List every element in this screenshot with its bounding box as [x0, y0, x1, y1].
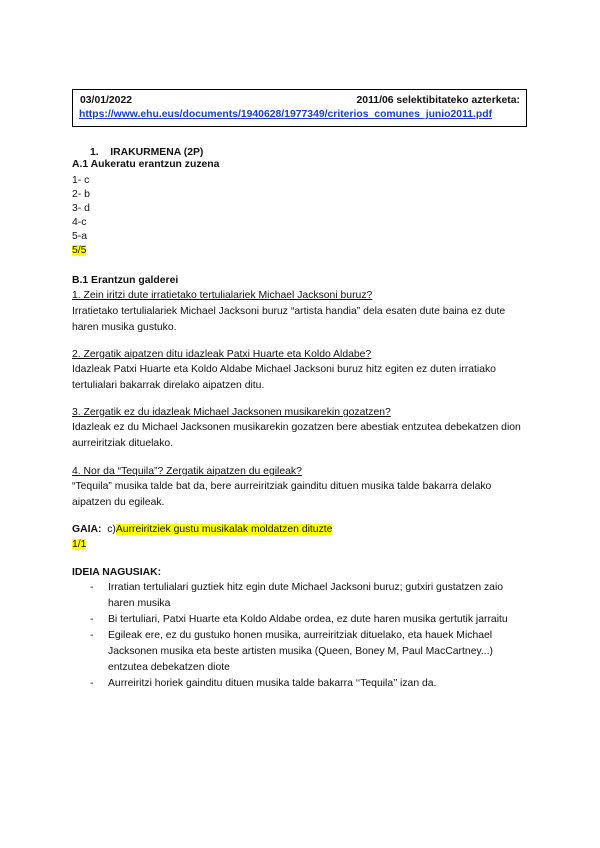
list-item: [72, 580, 532, 612]
gaia-line: [72, 524, 332, 535]
answer-2: 2- b: [72, 189, 90, 200]
question-2: 2. Zergatik aipatzen ditu idazleak Patxi Huarte eta Koldo Aldabe?: [72, 349, 372, 360]
bullet-dash: -: [90, 582, 94, 593]
section-heading: [90, 147, 203, 158]
list-item-text: Aurreiritzi horiek gainditu dituen musika talde bakarra ‘‘Tequila’’ izan da.: [108, 678, 437, 689]
question-4: 4. Nor da “Tequila”? Zergatik aipatzen du egileak?: [72, 466, 302, 477]
list-item-text: Bi tertuliari, Patxi Huarte eta Koldo Aldabe ordea, ez dute haren musika gertutik jarraitu: [108, 614, 508, 625]
header-title: 2011/06 selektibitateko azterketa:: [356, 95, 520, 106]
gaia-text: Aurreiritziek gustu musikalak moldatzen dituzte: [115, 524, 333, 535]
bullet-dash: -: [90, 678, 94, 689]
header-box: [72, 89, 527, 127]
gaia-score: 1/1: [72, 539, 87, 550]
gaia-option: c): [107, 524, 116, 535]
bullet-dash: -: [90, 614, 94, 625]
ideia-list: [72, 580, 532, 692]
answer-1: 1- c: [72, 175, 90, 186]
answer-text-3: Idazleak ez du Michael Jacksonen musikarekin gozatzen bere abestiak entzutea debekatzen dion aurreiritziak dituelako.: [72, 422, 521, 449]
source-link[interactable]: https://www.ehu.eus/documents/1940628/1977349/criterios_comunes_junio2011.pdf: [79, 109, 493, 120]
bullet-dash: -: [90, 630, 94, 641]
section-number: 1.: [90, 147, 99, 158]
b1-title: B.1 Erantzun galderei: [72, 275, 179, 286]
answer-3: 3- d: [72, 203, 90, 214]
list-item: [72, 612, 532, 628]
answer-4: 4-c: [72, 217, 87, 228]
answer-5: 5-a: [72, 231, 88, 242]
list-item: [72, 676, 532, 692]
a1-score: 5/5: [72, 245, 87, 256]
answer-text-4: “Tequila” musika talde bat da, bere aurreiritziak gainditu dituen musika talde bakarra delako aipatzen du egileak.: [72, 481, 492, 508]
a1-title: A.1 Aukeratu erantzun zuzena: [72, 159, 220, 170]
list-item: [72, 628, 532, 676]
answer-text-1: Irratietako tertulialariek Michael Jacksoni buruz “artista handia” dela esaten dute baina ez dute haren musika gustuko.: [72, 306, 506, 333]
header-date: 03/01/2022: [80, 95, 133, 106]
question-3: 3. Zergatik ez du idazleak Michael Jacksonen musikarekin gozatzen?: [72, 407, 391, 418]
ideia-title: IDEIA NAGUSIAK:: [72, 567, 162, 578]
list-item-text: Irratian tertulialari guztiek hitz egin dute Michael Jacksoni buruz; gutxiri gustatzen zaio haren musika: [108, 582, 504, 609]
question-1: 1. Zein iritzi dute irratietako tertulialariek Michael Jacksoni buruz?: [72, 290, 373, 301]
answer-text-2: Idazleak Patxi Huarte eta Koldo Aldabe Michael Jacksoni buruz hitz egiten ez duten irratiako tertulialari bakarrak direlako aipatzen ditu.: [72, 364, 496, 391]
gaia-label: GAIA:: [72, 524, 102, 535]
list-item-text: Egileak ere, ez du gustuko honen musika, aurreiritziak dituelako, eta hauek Michael Jacksonen musika eta beste artisten musika (Queen, Boney M, Paul MacCartney...) entzutea debekatzen diote: [108, 630, 494, 673]
section-title: IRAKURMENA (2P): [110, 147, 204, 158]
